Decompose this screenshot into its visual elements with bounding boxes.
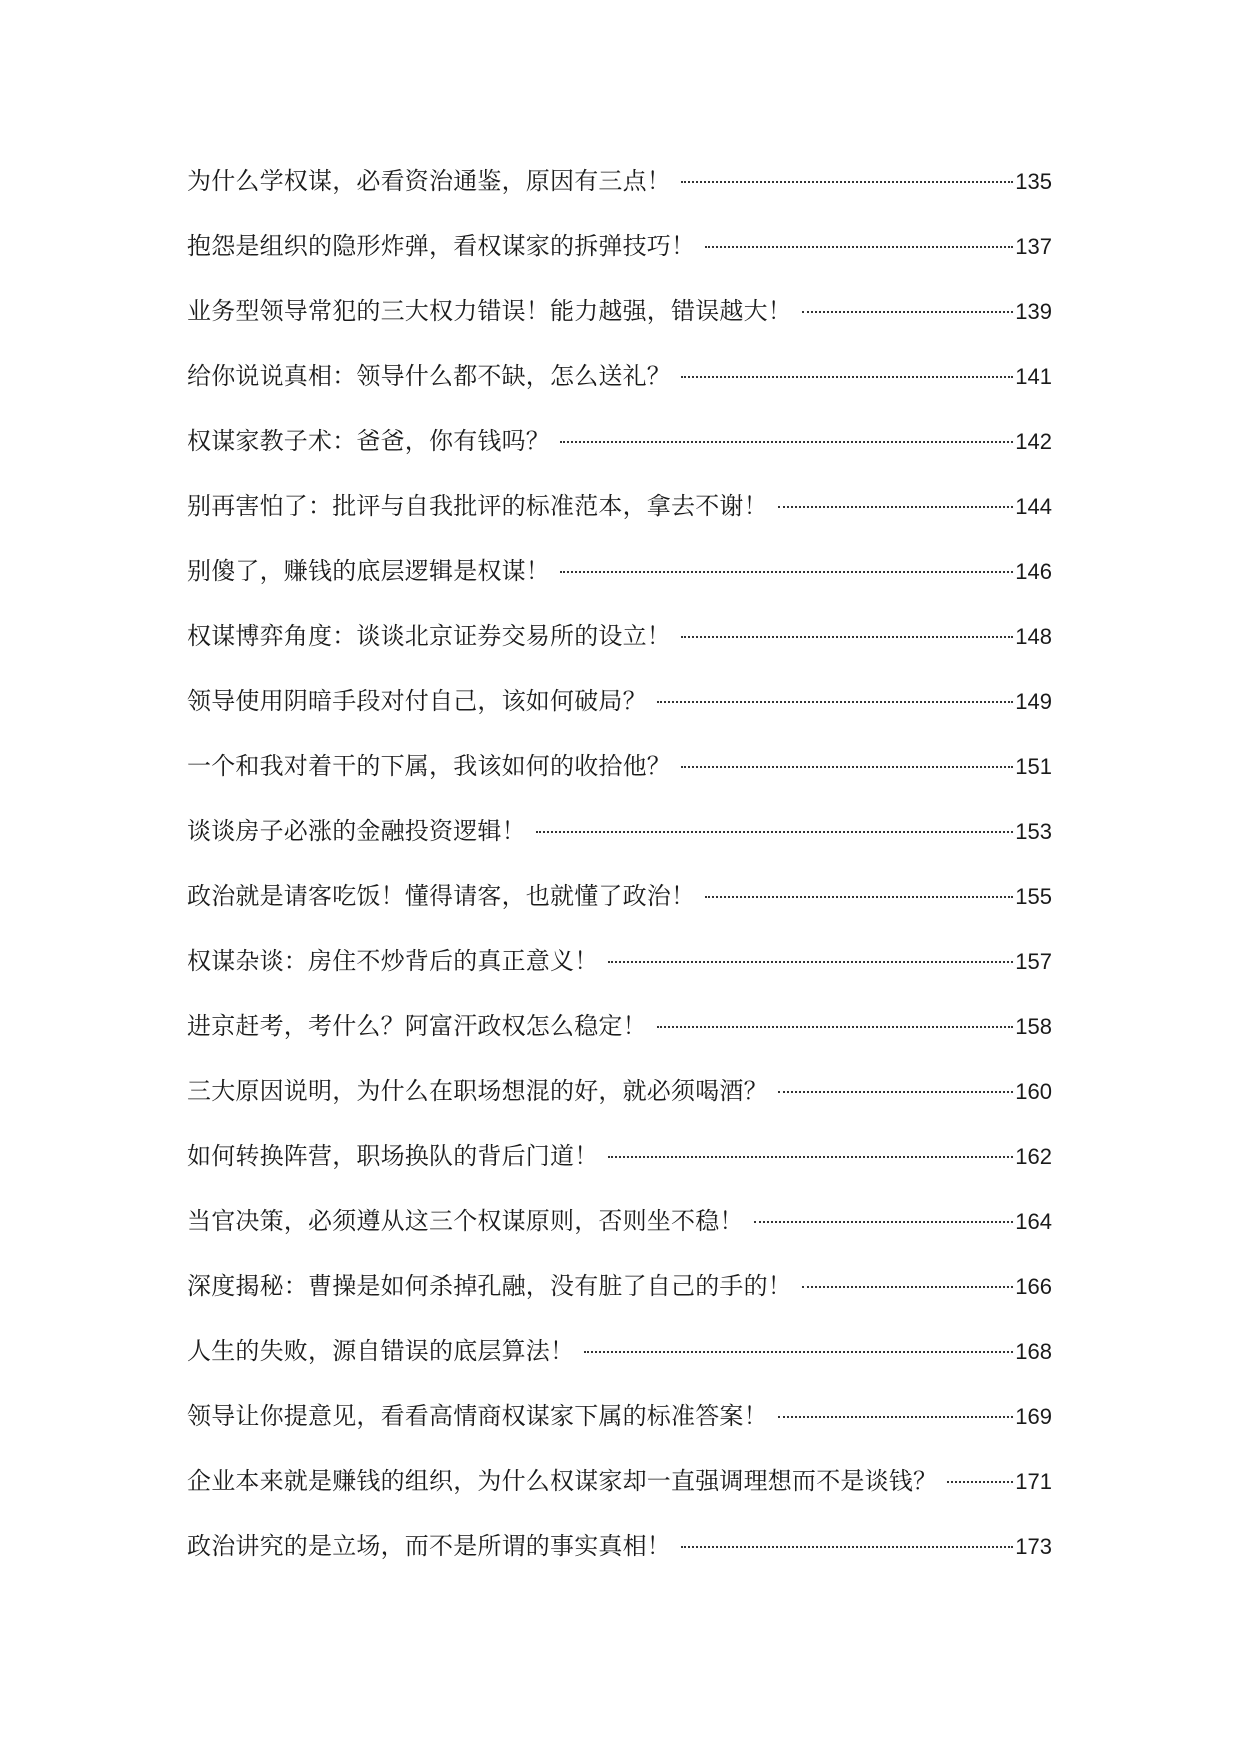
toc-entry-title: 进京赶考，考什么？阿富汗政权怎么稳定！ [187,1012,647,1040]
toc-entry-title: 政治讲究的是立场，而不是所谓的事实真相！ [187,1532,671,1560]
toc-entry[interactable] [187,229,1052,294]
toc-entry-page: 144 [1015,494,1052,519]
toc-entry-title: 企业本来就是赚钱的组织，为什么权谋家却一直强调理想而不是谈钱？ [187,1467,938,1495]
toc-entry-title: 为什么学权谋，必看资治通鉴，原因有三点！ [187,167,671,195]
toc-dot-leader [584,1351,1013,1353]
toc-entry-title: 抱怨是组织的隐形炸弹，看权谋家的拆弹技巧！ [187,232,696,260]
toc-entry-page: 164 [1015,1209,1052,1234]
toc-dot-leader [802,311,1013,313]
toc-entry[interactable] [187,814,1052,879]
toc-entry-page: 135 [1015,169,1052,194]
toc-entry-page: 157 [1015,949,1052,974]
toc-entry[interactable] [187,684,1052,749]
toc-entry-page: 169 [1015,1404,1052,1429]
toc-entry[interactable] [187,424,1052,489]
toc-dot-leader [560,441,1013,443]
toc-entry-title: 一个和我对着干的下属，我该如何的收拾他？ [187,752,671,780]
toc-dot-leader [657,701,1013,703]
toc-dot-leader [681,636,1013,638]
toc-dot-leader [778,506,1013,508]
toc-dot-leader [754,1221,1014,1223]
toc-entry-page: 173 [1015,1534,1052,1559]
toc-entry[interactable] [187,619,1052,684]
toc-entry[interactable] [187,1334,1052,1399]
toc-entry[interactable] [187,1464,1052,1529]
toc-dot-leader [705,896,1013,898]
toc-entry-title: 权谋杂谈：房住不炒背后的真正意义！ [187,947,599,975]
toc-entry[interactable] [187,1399,1052,1464]
toc-entry-title: 给你说说真相：领导什么都不缺，怎么送礼？ [187,362,671,390]
toc-entry-page: 146 [1015,559,1052,584]
toc-entry-page: 149 [1015,689,1052,714]
toc-dot-leader [705,246,1013,248]
toc-dot-leader [608,1156,1013,1158]
toc-entry-title: 领导让你提意见，看看高情商权谋家下属的标准答案！ [187,1402,768,1430]
toc-entry-page: 168 [1015,1339,1052,1364]
toc-dot-leader [778,1091,1013,1093]
toc-entry[interactable] [187,1074,1052,1139]
toc-entry[interactable] [187,1204,1052,1269]
toc-dot-leader [560,571,1013,573]
toc-entry-title: 别再害怕了：批评与自我批评的标准范本，拿去不谢！ [187,492,768,520]
toc-entry-page: 151 [1015,754,1052,779]
toc-dot-leader [681,376,1013,378]
toc-entry-page: 158 [1015,1014,1052,1039]
toc-dot-leader [657,1026,1013,1028]
toc-entry-title: 当官决策，必须遵从这三个权谋原则，否则坐不稳！ [187,1207,744,1235]
toc-entry-page: 160 [1015,1079,1052,1104]
table-of-contents [187,164,1052,1594]
toc-entry-title: 人生的失败，源自错误的底层算法！ [187,1337,575,1365]
toc-entry-title: 业务型领导常犯的三大权力错误！能力越强，错误越大！ [187,297,792,325]
toc-entry[interactable] [187,164,1052,229]
toc-entry-title: 谈谈房子必涨的金融投资逻辑！ [187,817,526,845]
toc-entry-page: 139 [1015,299,1052,324]
toc-dot-leader [947,1481,1013,1483]
toc-dot-leader [608,961,1013,963]
toc-entry-title: 权谋博弈角度：谈谈北京证券交易所的设立！ [187,622,671,650]
toc-entry-page: 166 [1015,1274,1052,1299]
toc-dot-leader [681,1546,1013,1548]
toc-entry-title: 三大原因说明，为什么在职场想混的好，就必须喝酒？ [187,1077,768,1105]
toc-entry-title: 权谋家教子术：爸爸，你有钱吗？ [187,427,550,455]
toc-entry[interactable] [187,749,1052,814]
toc-entry-page: 162 [1015,1144,1052,1169]
toc-entry[interactable] [187,1009,1052,1074]
toc-dot-leader [536,831,1013,833]
toc-entry-title: 领导使用阴暗手段对付自己，该如何破局？ [187,687,647,715]
toc-entry[interactable] [187,1529,1052,1594]
toc-dot-leader [778,1416,1013,1418]
toc-entry-page: 148 [1015,624,1052,649]
toc-entry[interactable] [187,879,1052,944]
toc-dot-leader [681,766,1013,768]
toc-entry-title: 如何转换阵营，职场换队的背后门道！ [187,1142,599,1170]
toc-entry[interactable] [187,294,1052,359]
toc-entry-title: 深度揭秘：曹操是如何杀掉孔融，没有脏了自己的手的！ [187,1272,792,1300]
toc-entry-page: 137 [1015,234,1052,259]
toc-entry-page: 142 [1015,429,1052,454]
toc-entry[interactable] [187,359,1052,424]
toc-entry[interactable] [187,554,1052,619]
toc-entry-title: 别傻了，赚钱的底层逻辑是权谋！ [187,557,550,585]
toc-dot-leader [681,181,1013,183]
toc-dot-leader [802,1286,1013,1288]
toc-entry-page: 141 [1015,364,1052,389]
toc-entry[interactable] [187,1139,1052,1204]
toc-entry-title: 政治就是请客吃饭！懂得请客，也就懂了政治！ [187,882,696,910]
toc-entry[interactable] [187,489,1052,554]
toc-entry-page: 153 [1015,819,1052,844]
toc-entry-page: 171 [1015,1469,1052,1494]
toc-entry[interactable] [187,1269,1052,1334]
toc-entry-page: 155 [1015,884,1052,909]
toc-entry[interactable] [187,944,1052,1009]
